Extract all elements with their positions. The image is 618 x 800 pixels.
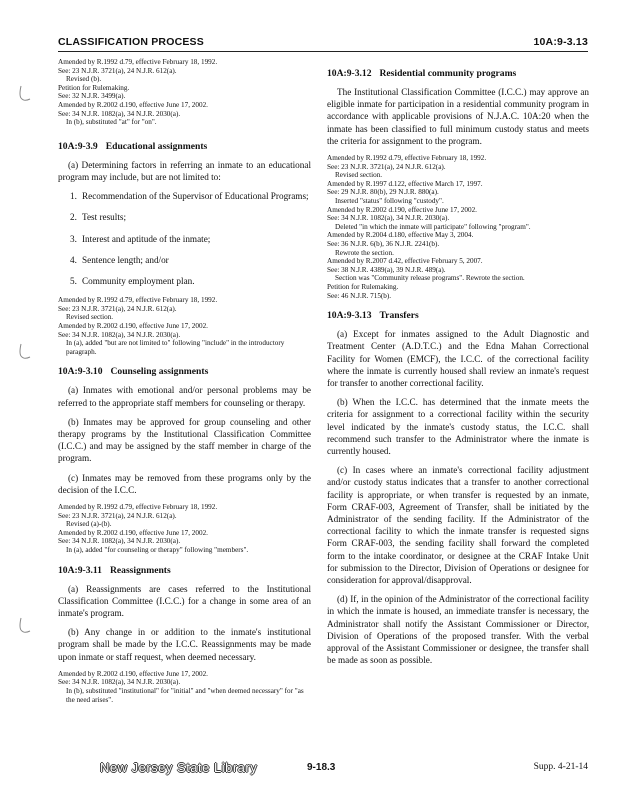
list-item: 3. Interest and aptitude of the inmate; <box>70 233 211 244</box>
margin-mark-icon <box>18 616 32 638</box>
running-header <box>58 36 588 48</box>
header-rule <box>58 51 588 52</box>
right-column <box>327 58 589 673</box>
list-item: 2. Test results; <box>70 212 127 223</box>
header-chapter-title: CLASSIFICATION PROCESS <box>58 36 204 48</box>
history-note: Amended by R.1992 d.79, effective February 18, 1992. See: 23 N.J.R. 3721(a), 24 N.J.R. 612(a). Revised (a)-(b). Amended by R.2002 d.190, effective June 17, 2002. See: 34 N.J.R. 1082(a), 34 N.J.R. 2030(a). In (a), added "for counseling or therapy" following "members". <box>58 502 249 554</box>
paragraph: (b) When the I.C.C. has determined that the inmate meets the criteria for assignment to a correctional facility within the security level indicated by the inmate's custody status, the I.C.C. shall recommend such transfer to the Administrator where the inmate is currently housed. <box>327 397 589 456</box>
paragraph: (a) Inmates with emotional and/or personal problems may be referred to the appropriate staff members for counseling or therapy. <box>58 385 311 408</box>
paragraph: (d) If, in the opinion of the Administrator of the correctional facility in which the inmate is housed, an immediate transfer is necessary, the Administrator shall notify the Assistant Commissioner or Director, Division of Operations of the proposed transfer. With the verbal approval of the Assistant Commissioner or designee, the transfer shall be made as soon as possible. <box>327 594 589 666</box>
paragraph: (c) In cases where an inmate's correctional facility adjustment and/or custody status indicates that a transfer to another correctional facility is appropriate, or when transfer is requested by an inmate, Form CRAF-003, Agreement of Transfer, shall be initiated by the Administrator of the sending facility. If the Administrator of the correctional facility to which the inmate transfer is requested signs Form CRAF-003, the sending facility shall forward the completed form to the intake coordinator, or designee at the CRAF Intake Unit for submission to the Director, Division of Operations or designee for consideration for approval/disapproval. <box>327 465 589 585</box>
history-note: Amended by R.1992 d.79, effective February 18, 1992. See: 23 N.J.R. 3721(a), 24 N.J.R. 612(a). Revised section. Amended by R.1997 d.122, effective March 17, 1997. See: 29 N.J.R. 80(b), 29 N.J.R. 880(a). Inserted "status" following "custody". Amended by R.2002 d.190, effective June 17, 2002. See: 34 N.J.R. 1082(a), 34 N.J.R. 2030(a). Deleted "in which the inmate will participate" following "program". Amended by R.2004 d.180, effective May 3, 2004. See: 36 N.J.R. 6(b), 36 N.J.R. 2241(b). Rewrote the section. Amended by R.2007 d.42, effective February 5, 2007. See: 38 N.J.R. 4389(a), 39 N.J.R. 489(a). Section was "Community release programs". Rewrote the section. Petition for Rulemaking. See: 46 N.J.R. 715(b). <box>327 154 531 300</box>
paragraph: (a) Except for inmates assigned to the Adult Diagnostic and Treatment Center (A.D.T.C.) and the Edna Mahan Correctional Facility for Women (EMCF), the I.C.C. of the correctional facility where the inmate is currently housed shall review an inmate's request for transfer to another correctional facility. <box>327 329 589 388</box>
page-number: 9-18.3 <box>307 762 336 773</box>
paragraph: (c) Inmates may be removed from these programs only by the decision of the I.C.C. <box>58 472 311 495</box>
history-note: Amended by R.1992 d.79, effective February 18, 1992. See: 23 N.J.R. 3721(a), 24 N.J.R. 612(a). Revised section. Amended by R.2002 d.190, effective June 17, 2002. See: 34 N.J.R. 1082(a), 34 N.J.R. 2030(a). In (a), added "but are not limited to" following "include" in the introductory paragraph. <box>58 296 285 356</box>
library-watermark: New Jersey State Library <box>100 760 258 775</box>
paragraph: The Institutional Classification Committee (I.C.C.) may approve an eligible inmate for participation in a residential community program in accordance with applicable provisions of N.J.A.C. 10A:20 when the inmate has been classified to full minimum custody status and meets the criteria for assignment to the program. <box>327 87 589 146</box>
section-heading: 10A:9-3.12 Residential community programs <box>327 68 517 79</box>
header-section-number: 10A:9-3.13 <box>533 36 588 48</box>
paragraph: (b) Any change in or addition to the inmate's institutional program shall be made by the I.C.C. Reassignments may be made upon inmate or staff request, when deemed necessary. <box>58 627 311 662</box>
paragraph: (a) Reassignments are cases referred to the Institutional Classification Committee (I.C.C.) for a change in some area of an inmate's program. <box>58 583 311 618</box>
margin-mark-icon <box>18 342 32 364</box>
list-item: 4. Sentence length; and/or <box>70 254 169 265</box>
paragraph: (a) Determining factors in referring an inmate to an educational program may include, but are not limited to: <box>58 159 311 182</box>
margin-mark-icon <box>18 84 32 106</box>
history-note: Amended by R.2002 d.190, effective June 17, 2002. See: 34 N.J.R. 1082(a), 34 N.J.R. 2030(a). In (b), substituted "institutional" for "initial" and "when deemed necessary" for "as the need arises". <box>58 669 304 704</box>
list-item: 5. Community employment plan. <box>70 275 195 286</box>
section-heading: 10A:9-3.9 Educational assignments <box>58 140 208 152</box>
list-item: 1. Recommendation of the Supervisor of Educational Programs; <box>70 191 309 202</box>
page-footer <box>58 760 588 776</box>
supplement-date: Supp. 4-21-14 <box>533 762 588 772</box>
section-heading: 10A:9-3.10 Counseling assignments <box>58 366 209 378</box>
paragraph: (b) Inmates may be approved for group counseling and other therapy programs by the Institutional Classification Committee (I.C.C.) and may be assigned by the staff member in charge of the program. <box>58 416 311 464</box>
history-note: Amended by R.1992 d.79, effective February 18, 1992. See: 23 N.J.R. 3721(a), 24 N.J.R. 612(a). Revised (b). Petition for Rulemaking. See: 32 N.J.R. 3499(a). Amended by R.2002 d.190, effective June 17, 2002. See: 34 N.J.R. 1082(a), 34 N.J.R. 2030(a). In (b), substituted "at" for "on". <box>58 58 218 127</box>
section-heading: 10A:9-3.13 Transfers <box>327 310 419 322</box>
section-heading: 10A:9-3.11 Reassignments <box>58 564 171 576</box>
left-column <box>58 58 311 710</box>
